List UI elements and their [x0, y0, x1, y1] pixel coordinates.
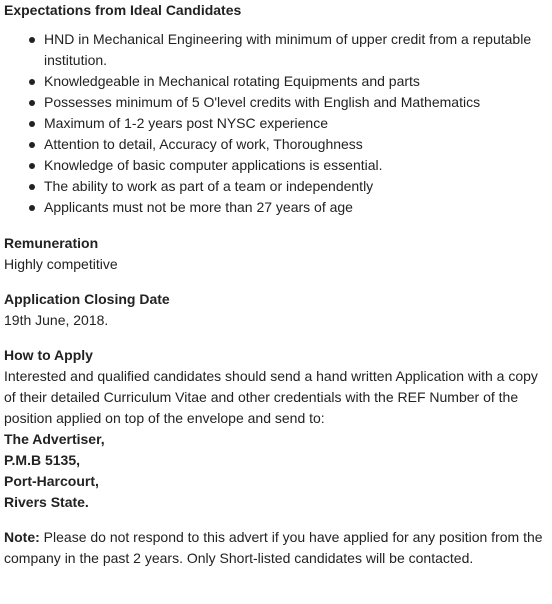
bullet-icon	[29, 142, 35, 148]
list-item-text: Possesses minimum of 5 O'level credits with English and Mathematics	[44, 94, 481, 110]
list-item	[44, 197, 548, 218]
address-line: Port-Harcourt,	[4, 473, 99, 489]
remuneration-section	[4, 233, 548, 275]
expectations-heading: Expectations from Ideal Candidates	[4, 2, 242, 18]
list-item-text: Applicants must not be more than 27 years of age	[44, 199, 353, 215]
bullet-icon	[29, 100, 35, 106]
list-item	[44, 113, 548, 134]
list-item-text: Attention to detail, Accuracy of work, Thoroughness	[44, 136, 363, 152]
closing-date-heading: Application Closing Date	[4, 291, 170, 307]
how-to-apply-section	[4, 345, 548, 513]
list-item	[44, 155, 548, 176]
bullet-icon	[29, 79, 35, 85]
remuneration-value: Highly competitive	[4, 256, 118, 272]
list-item-text: HND in Mechanical Engineering with minimum of upper credit from a reputable institution.	[44, 31, 532, 68]
bullet-icon	[29, 163, 35, 169]
closing-date-value: 19th June, 2018.	[4, 312, 109, 328]
how-to-apply-text: Interested and qualified candidates should send a hand written Application with a copy of their detailed Curriculum Vitae and other credentials with the REF Number of the position applied on top of the envelope and send to:	[4, 368, 538, 426]
bullet-icon	[29, 184, 35, 190]
bullet-icon	[29, 37, 35, 43]
list-item-text: Maximum of 1-2 years post NYSC experience	[44, 115, 328, 131]
list-item	[44, 71, 548, 92]
expectations-list	[4, 29, 548, 218]
note-text: Please do not respond to this advert if you have applied for any position from the company in the past 2 years. Only Short-listed candidates will be contacted.	[4, 529, 543, 566]
note-label: Note:	[4, 529, 40, 545]
list-item	[44, 134, 548, 155]
address-line: P.M.B 5135,	[4, 452, 81, 468]
address-line: The Advertiser,	[4, 431, 105, 447]
list-item	[44, 92, 548, 113]
list-item-text: Knowledgeable in Mechanical rotating Equipments and parts	[44, 73, 420, 89]
list-item-text: Knowledge of basic computer applications is essential.	[44, 157, 383, 173]
list-item	[44, 176, 548, 197]
note-paragraph	[4, 527, 548, 569]
list-item-text: The ability to work as part of a team or independently	[44, 178, 374, 194]
closing-date-section	[4, 289, 548, 331]
bullet-icon	[29, 205, 35, 211]
remuneration-heading: Remuneration	[4, 235, 99, 251]
note-section	[4, 527, 548, 569]
address-line: Rivers State.	[4, 494, 89, 510]
list-item	[44, 29, 548, 71]
how-to-apply-heading: How to Apply	[4, 347, 93, 363]
bullet-icon	[29, 121, 35, 127]
